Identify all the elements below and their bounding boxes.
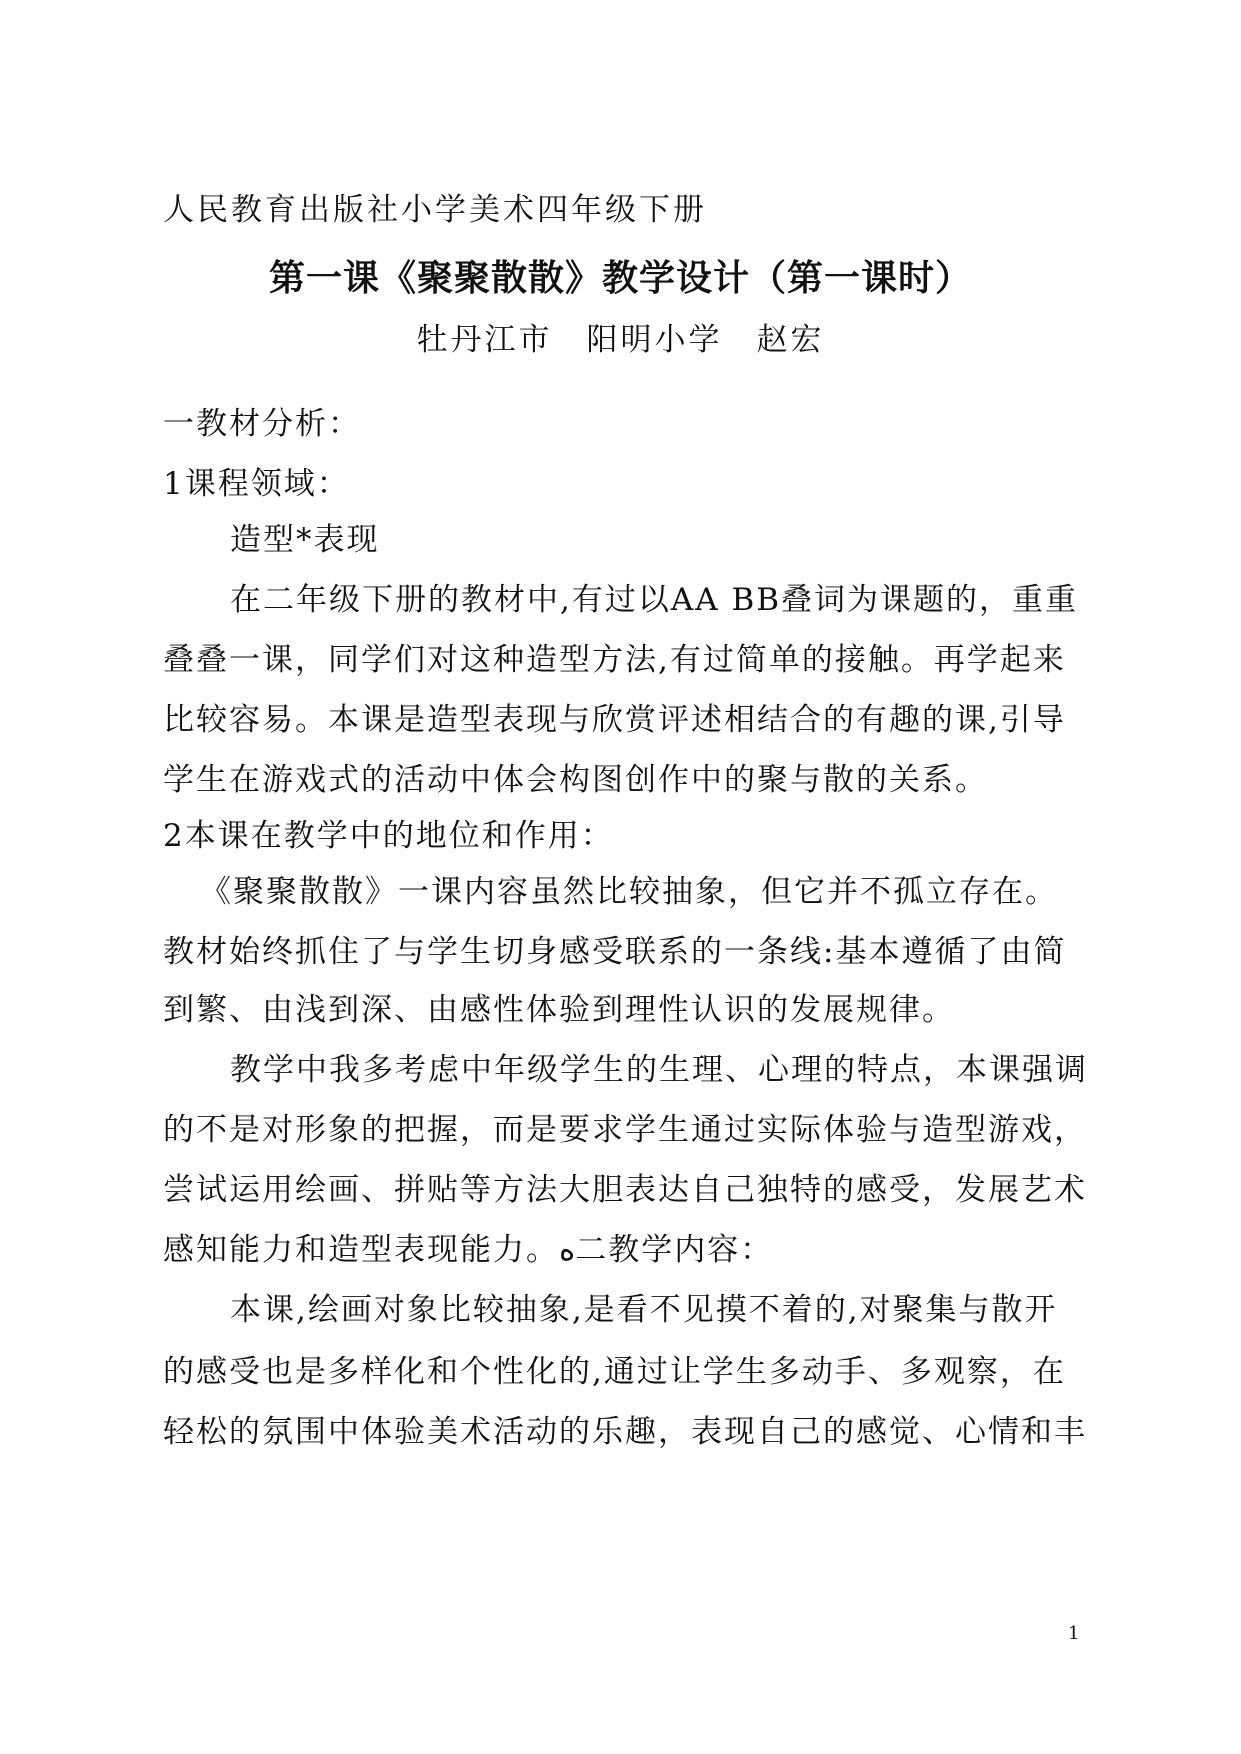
publisher-line: 人民教育出版社小学美术四年级下册 — [163, 192, 707, 228]
subheading-course-domain: 1课程领域： — [163, 466, 350, 502]
paragraph-line: 尝试运用绘画、拼贴等方法大胆表达自己独特的感受，发展艺术 — [163, 1172, 1087, 1208]
paragraph-line: 在二年级下册的教材中,有过以AA BB叠词为课题的，重重 — [230, 582, 1079, 618]
paragraph-line: 教学中我多考虑中年级学生的生理、心理的特点，本课强调 — [230, 1052, 1088, 1088]
section-heading-textbook-analysis: 一教材分析： — [163, 406, 361, 442]
paragraph-line: 造型*表现 — [230, 522, 380, 558]
paragraph-line: 到繁、由浅到深、由感性体验到理性认识的发展规律。 — [163, 992, 955, 1028]
paragraph-line: 叠叠一课，同学们对这种造型方法,有过简单的接触。再学起来 — [163, 642, 1066, 678]
page-number: 1 — [1068, 1623, 1080, 1644]
paragraph-line: 比较容易。本课是造型表现与欣赏评述相结合的有趣的课,引导 — [163, 702, 1066, 738]
paragraph-line: 教材始终抓住了与学生切身感受联系的一条线:基本遵循了由简 — [163, 934, 1067, 970]
paragraph-line: 的感受也是多样化和个性化的,通过让学生多动手、多观察，在 — [163, 1354, 1066, 1390]
author-line: 牡丹江市 阳明小学 赵宏 — [416, 322, 825, 358]
subheading-role-in-teaching: 2本课在教学中的地位和作用： — [163, 818, 614, 854]
paragraph-line: 感知能力和造型表现能力。ﻩ二教学内容： — [163, 1232, 774, 1268]
document-title: 第一课《聚聚散散》教学设计（第一课时） — [268, 258, 972, 299]
paragraph-line: 轻松的氛围中体验美术活动的乐趣，表现自己的感觉、心情和丰 — [163, 1414, 1087, 1450]
paragraph-line: 本课,绘画对象比较抽象,是看不见摸不着的,对聚集与散开 — [230, 1292, 1058, 1328]
paragraph-line: 的不是对形象的把握，而是要求学生通过实际体验与造型游戏， — [163, 1112, 1087, 1148]
paragraph-line: 学生在游戏式的活动中体会构图创作中的聚与散的关系。 — [163, 762, 988, 798]
paragraph-line: 《聚聚散散》一课内容虽然比较抽象，但它并不孤立存在。 — [200, 874, 1058, 910]
